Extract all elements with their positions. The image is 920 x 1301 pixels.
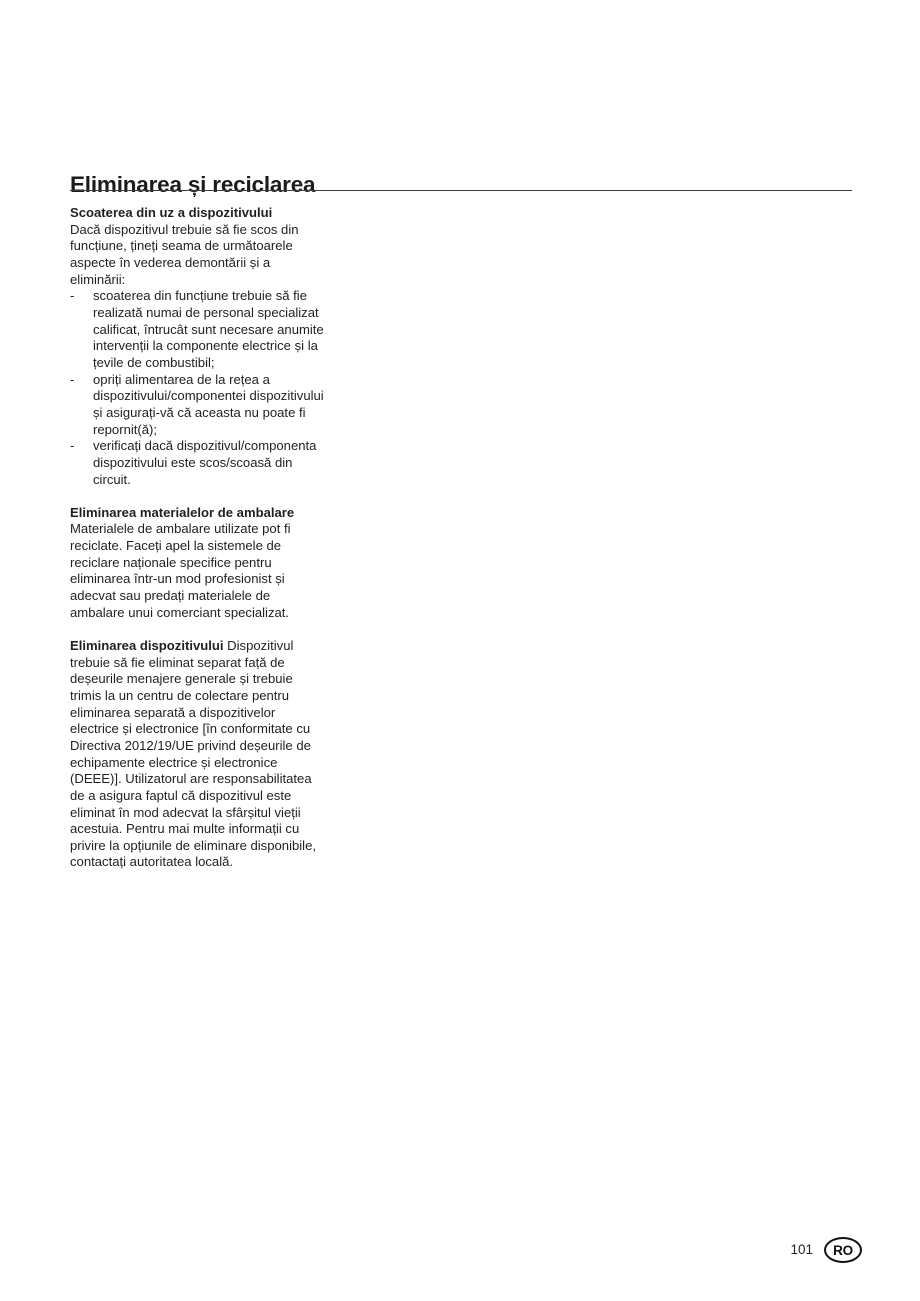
page-number: 101	[790, 1242, 813, 1258]
title-divider	[70, 190, 852, 191]
section-heading: Eliminarea dispozitivului	[70, 637, 224, 653]
list-item-text: verificați dacă dispozitivul/componenta dispozitivului este scos/scoasă din circuit.	[93, 438, 317, 487]
list-item-text: scoaterea din funcțiune trebuie să fie realizată numai de personal specializat calificat, întrucât sunt necesare anumite intervenții la componente electrice și la țevile de combustibil;	[93, 288, 324, 370]
section-heading: Scoaterea din uz a dispozitivului	[70, 205, 273, 220]
decommissioning-list	[70, 288, 325, 488]
dash-marker: -	[70, 288, 75, 304]
content-column	[70, 205, 325, 871]
section-body: Materialele de ambalare utilizate pot fi reciclate. Faceți apel la sistemele de reciclare naționale specifice pentru eliminarea într-un mod profesionist și adecvat sau predați materialele de ambalare unui comerciant specializat.	[70, 521, 291, 620]
section-body: Dacă dispozitivul trebuie să fie scos din funcțiune, țineți seama de următoarele aspecte în vederea demontării și a eliminării:	[70, 221, 299, 287]
section-body: Dispozitivul trebuie să fie eliminat separat față de deșeurile menajere generale și trebuie trimis la un centru de colectare pentru eliminarea separată a dispozitivelor electrice și electronice [în conformitate cu Directiva 2012/19/UE privind deșeurile de echipamente electrice și electronice (DEEE)]. Utilizatorul are responsabilitatea de a asigura faptul că dispozitivul este eliminat în mod adecvat la sfârșitul vieții acestuia. Pentru mai multe informații cu privire la opțiunile de eliminare disponibile, contactați autoritatea locală.	[70, 637, 317, 870]
list-item	[70, 372, 325, 439]
dash-marker: -	[70, 438, 75, 454]
list-item	[70, 438, 325, 488]
language-badge: RO	[824, 1237, 862, 1263]
section-decommissioning	[70, 205, 325, 488]
list-item	[70, 288, 325, 371]
list-item-text: opriți alimentarea de la rețea a dispozitivului/componentei dispozitivului și asigurați-vă că aceasta nu poate fi repornit(ă);	[93, 371, 324, 437]
section-packaging-disposal	[70, 505, 325, 622]
section-heading: Eliminarea materialelor de ambalare	[70, 504, 295, 520]
page-title: Eliminarea și reciclarea	[70, 172, 316, 198]
page-footer	[790, 1237, 862, 1263]
section-device-disposal	[70, 638, 325, 871]
dash-marker: -	[70, 371, 75, 387]
